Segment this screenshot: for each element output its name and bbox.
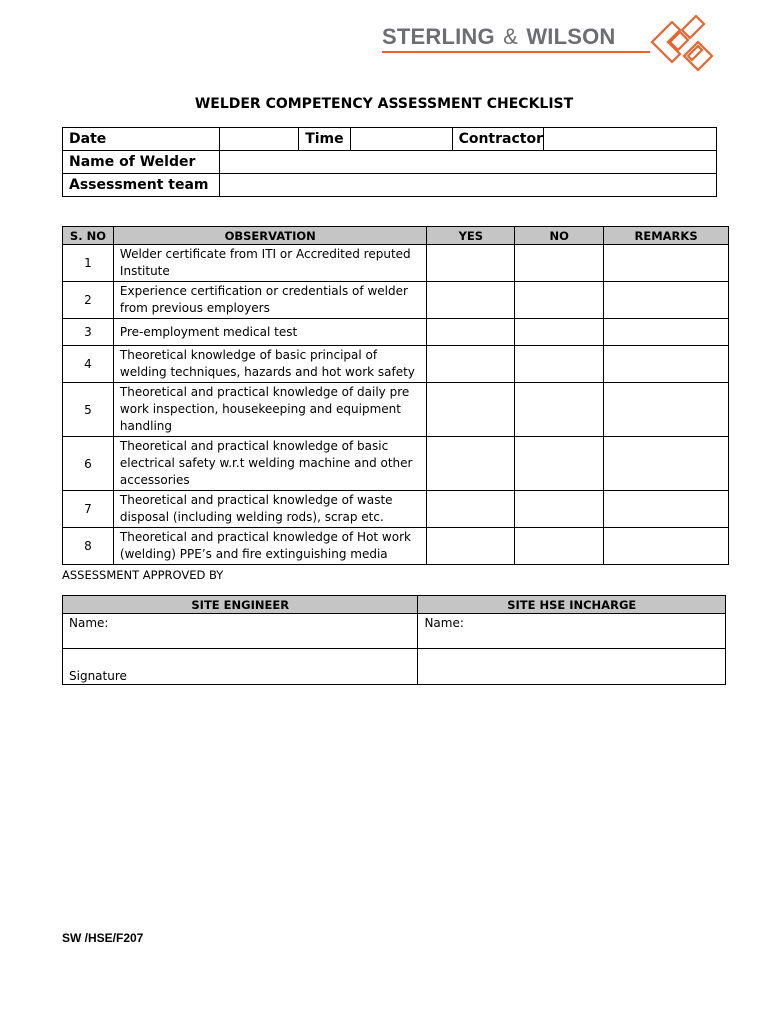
row-no-cell[interactable] xyxy=(515,346,604,383)
row-yes-cell[interactable] xyxy=(427,437,515,491)
table-row xyxy=(63,282,729,319)
assessment-header-table xyxy=(62,127,717,197)
row-observation: Theoretical and practical knowledge of basic electrical safety w.r.t welding machine and other accessories xyxy=(113,437,427,491)
table-row xyxy=(63,319,729,346)
assessment-team-label: Assessment team xyxy=(63,174,220,197)
engineer-signature-field[interactable] xyxy=(63,649,418,685)
row-observation: Experience certification or credentials of welder from previous employers xyxy=(113,282,427,319)
logo-text-sterling: STERLING xyxy=(382,24,495,49)
row-yes-cell[interactable] xyxy=(427,282,515,319)
table-row xyxy=(63,383,729,437)
row-observation: Theoretical and practical knowledge of Hot work (welding) PPE’s and fire extinguishing media xyxy=(113,528,427,565)
row-remarks-cell[interactable] xyxy=(604,319,729,346)
column-header-remarks: REMARKS xyxy=(604,227,729,245)
form-code: SW /HSE/F207 xyxy=(62,931,144,945)
row-remarks-cell[interactable] xyxy=(604,383,729,437)
contractor-field[interactable] xyxy=(543,128,716,151)
date-label: Date xyxy=(63,128,220,151)
approval-signature-table xyxy=(62,595,726,685)
welder-name-label: Name of Welder xyxy=(63,151,220,174)
row-remarks-cell[interactable] xyxy=(604,491,729,528)
column-header-yes: YES xyxy=(427,227,515,245)
row-sno: 5 xyxy=(63,383,114,437)
assessment-team-field[interactable] xyxy=(219,174,716,197)
row-yes-cell[interactable] xyxy=(427,319,515,346)
row-no-cell[interactable] xyxy=(515,528,604,565)
row-yes-cell[interactable] xyxy=(427,346,515,383)
approval-signature-row xyxy=(63,649,726,685)
contractor-label: Contractor xyxy=(452,128,543,151)
time-field[interactable] xyxy=(351,128,452,151)
row-yes-cell[interactable] xyxy=(427,491,515,528)
logo-text-wilson: WILSON xyxy=(526,24,616,49)
signature-label: Signature xyxy=(69,669,127,683)
row-sno: 2 xyxy=(63,282,114,319)
row-no-cell[interactable] xyxy=(515,282,604,319)
row-observation: Pre-employment medical test xyxy=(113,319,427,346)
row-sno: 4 xyxy=(63,346,114,383)
time-label: Time xyxy=(299,128,351,151)
approval-name-row xyxy=(63,614,726,649)
logo-text-amp: & xyxy=(503,24,519,49)
observation-checklist-table xyxy=(62,226,729,565)
row-sno: 7 xyxy=(63,491,114,528)
document-title: WELDER COMPETENCY ASSESSMENT CHECKLIST xyxy=(194,96,574,112)
row-no-cell[interactable] xyxy=(515,437,604,491)
header-row-date xyxy=(63,128,717,151)
row-sno: 3 xyxy=(63,319,114,346)
row-no-cell[interactable] xyxy=(515,383,604,437)
row-remarks-cell[interactable] xyxy=(604,437,729,491)
assessment-approved-label: ASSESSMENT APPROVED BY xyxy=(62,568,224,582)
table-row xyxy=(63,346,729,383)
row-remarks-cell[interactable] xyxy=(604,245,729,282)
table-row xyxy=(63,491,729,528)
hse-name-label: Name: xyxy=(424,616,464,630)
row-no-cell[interactable] xyxy=(515,491,604,528)
column-header-site-engineer: SITE ENGINEER xyxy=(63,596,418,614)
welder-name-field[interactable] xyxy=(219,151,716,174)
logo-wordmark xyxy=(382,24,616,50)
table-row xyxy=(63,437,729,491)
row-yes-cell[interactable] xyxy=(427,245,515,282)
table-row xyxy=(63,245,729,282)
row-sno: 6 xyxy=(63,437,114,491)
hse-signature-field[interactable] xyxy=(418,649,726,685)
sterling-wilson-diamond-mark-icon xyxy=(650,12,716,74)
date-field[interactable] xyxy=(219,128,299,151)
approval-header-row xyxy=(63,596,726,614)
row-sno: 8 xyxy=(63,528,114,565)
row-remarks-cell[interactable] xyxy=(604,346,729,383)
column-header-observation: OBSERVATION xyxy=(113,227,427,245)
engineer-name-label: Name: xyxy=(69,616,109,630)
column-header-no: NO xyxy=(515,227,604,245)
row-yes-cell[interactable] xyxy=(427,528,515,565)
hse-name-field[interactable] xyxy=(418,614,726,649)
row-no-cell[interactable] xyxy=(515,245,604,282)
header-row-welder xyxy=(63,151,717,174)
table-row xyxy=(63,528,729,565)
row-remarks-cell[interactable] xyxy=(604,528,729,565)
checklist-header-row xyxy=(63,227,729,245)
row-sno: 1 xyxy=(63,245,114,282)
row-observation: Welder certificate from ITI or Accredited reputed Institute xyxy=(113,245,427,282)
row-remarks-cell[interactable] xyxy=(604,282,729,319)
company-logo xyxy=(382,12,722,74)
row-observation: Theoretical and practical knowledge of daily pre work inspection, housekeeping and equipment handling xyxy=(113,383,427,437)
header-row-team xyxy=(63,174,717,197)
row-observation: Theoretical knowledge of basic principal of welding techniques, hazards and hot work safety xyxy=(113,346,427,383)
row-yes-cell[interactable] xyxy=(427,383,515,437)
row-observation: Theoretical and practical knowledge of waste disposal (including welding rods), scrap etc. xyxy=(113,491,427,528)
logo-underline xyxy=(382,51,650,53)
row-no-cell[interactable] xyxy=(515,319,604,346)
column-header-sno: S. NO xyxy=(63,227,114,245)
engineer-name-field[interactable] xyxy=(63,614,418,649)
column-header-site-hse-incharge: SITE HSE INCHARGE xyxy=(418,596,726,614)
